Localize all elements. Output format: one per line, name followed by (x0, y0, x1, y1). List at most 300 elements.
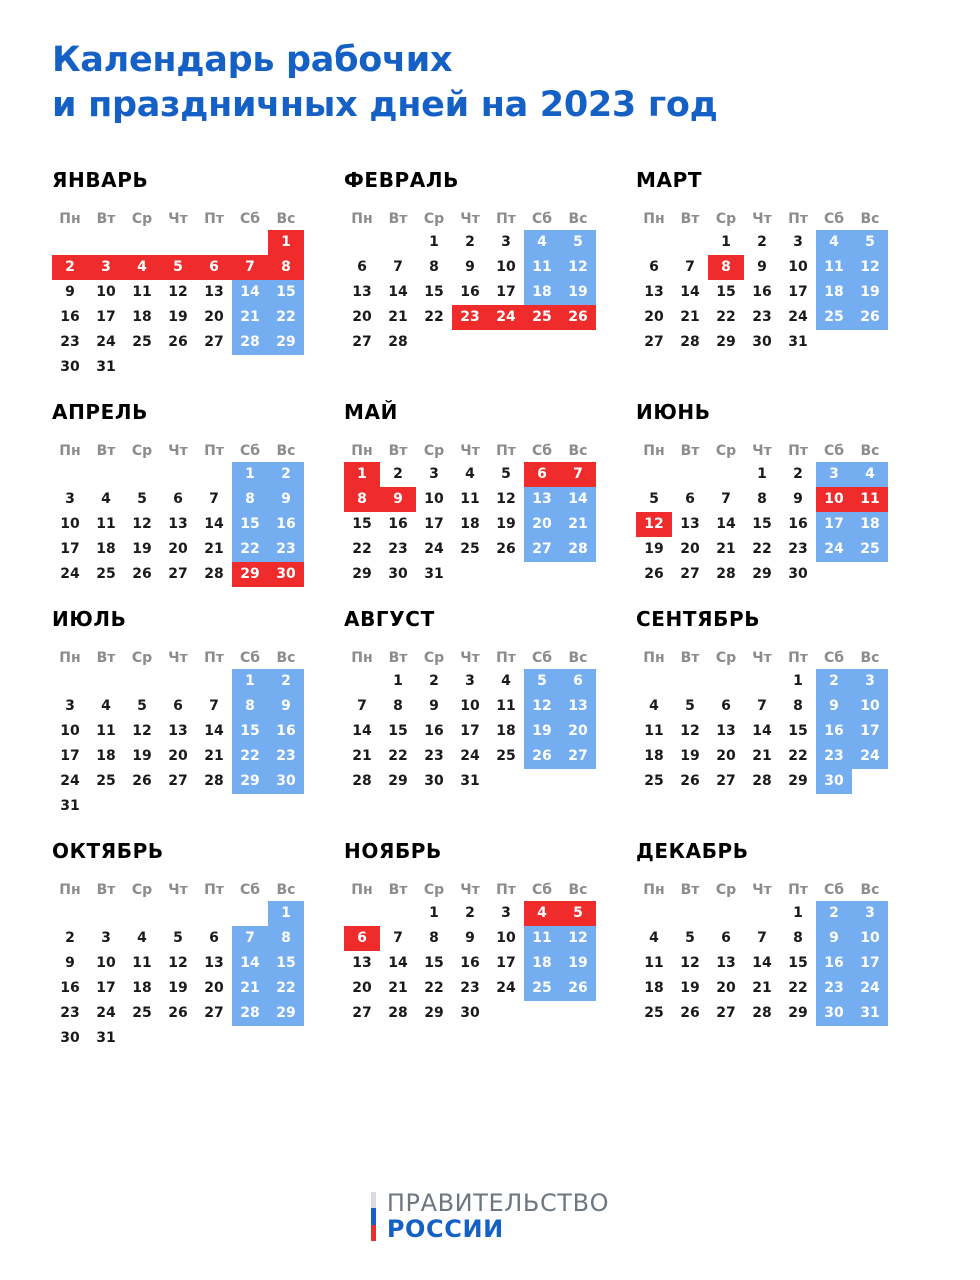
month-name: АВГУСТ (344, 606, 435, 631)
day-cell: 8 (429, 258, 439, 275)
day-cell: 13 (524, 487, 560, 512)
day-cell: 23 (60, 333, 80, 350)
day-cell: 29 (268, 330, 304, 355)
day-cell: 20 (560, 719, 596, 744)
day-cell: 8 (793, 697, 803, 714)
day-cell: 24 (852, 976, 888, 1001)
day-cell: 3 (465, 672, 475, 689)
month-name: ОКТЯБРЬ (52, 838, 164, 863)
weekday-header (52, 440, 344, 462)
month-name: МАРТ (636, 167, 703, 192)
day-placeholder (672, 901, 708, 926)
weekday-label: Вт (96, 442, 116, 459)
days-grid (344, 462, 636, 587)
month-block (344, 825, 636, 1051)
day-cell: 13 (168, 722, 188, 739)
month-block (636, 386, 928, 587)
days-grid (636, 901, 928, 1026)
day-cell: 1 (429, 904, 439, 921)
day-cell: 6 (721, 929, 731, 946)
day-cell: 28 (232, 330, 268, 355)
day-cell: 2 (793, 465, 803, 482)
day-cell: 11 (96, 722, 116, 739)
day-cell: 31 (852, 1001, 888, 1026)
day-cell: 22 (424, 979, 444, 996)
day-cell: 26 (644, 565, 664, 582)
day-cell: 6 (685, 490, 695, 507)
weekday-label: Пт (788, 442, 808, 459)
weekday-label: Чт (460, 649, 480, 666)
day-cell: 11 (496, 697, 516, 714)
day-cell: 16 (816, 951, 852, 976)
day-cell: 20 (680, 540, 700, 557)
day-cell: 1 (721, 233, 731, 250)
day-cell: 3 (501, 233, 511, 250)
day-cell: 9 (793, 490, 803, 507)
day-cell: 30 (60, 358, 80, 375)
day-cell: 29 (352, 565, 372, 582)
day-cell: 31 (96, 1029, 116, 1046)
month-name: ДЕКАБРЬ (636, 838, 749, 863)
day-cell: 17 (788, 283, 808, 300)
weekday-label: Чт (168, 442, 188, 459)
day-cell: 16 (788, 515, 808, 532)
day-cell: 2 (757, 233, 767, 250)
weekday-label: Вт (96, 210, 116, 227)
weekday-label: Сб (239, 210, 261, 227)
day-cell: 18 (96, 747, 116, 764)
day-cell: 18 (852, 512, 888, 537)
day-cell: 17 (60, 747, 80, 764)
day-cell: 19 (560, 280, 596, 305)
day-cell: 4 (101, 697, 111, 714)
day-cell: 2 (393, 465, 403, 482)
day-cell: 15 (268, 280, 304, 305)
day-cell: 9 (380, 487, 416, 512)
day-cell: 21 (716, 540, 736, 557)
months-grid (52, 154, 928, 1051)
day-cell: 2 (268, 462, 304, 487)
month-block (636, 825, 928, 1051)
day-cell: 5 (137, 490, 147, 507)
day-cell: 19 (524, 719, 560, 744)
day-cell: 25 (496, 747, 516, 764)
day-placeholder (160, 901, 196, 926)
month-block (636, 593, 928, 819)
day-cell: 7 (560, 462, 596, 487)
day-cell: 30 (788, 565, 808, 582)
day-placeholder (124, 230, 160, 255)
day-cell: 24 (496, 979, 516, 996)
weekday-label: Чт (752, 442, 772, 459)
day-placeholder (88, 230, 124, 255)
day-placeholder (672, 230, 708, 255)
day-cell: 15 (424, 954, 444, 971)
day-cell: 6 (173, 490, 183, 507)
day-cell: 24 (96, 1004, 116, 1021)
day-cell: 8 (708, 255, 744, 280)
day-cell: 10 (852, 694, 888, 719)
day-cell: 2 (816, 669, 852, 694)
day-cell: 17 (852, 951, 888, 976)
logo-line-2: РОССИИ (386, 1214, 504, 1243)
day-cell: 26 (852, 305, 888, 330)
day-cell: 30 (268, 562, 304, 587)
day-cell: 25 (816, 305, 852, 330)
day-cell: 4 (524, 230, 560, 255)
day-cell: 16 (388, 515, 408, 532)
day-placeholder (636, 669, 672, 694)
day-cell: 18 (524, 280, 560, 305)
weekday-label: Вс (860, 210, 880, 227)
day-cell: 8 (393, 697, 403, 714)
day-placeholder (160, 669, 196, 694)
day-cell: 12 (636, 512, 672, 537)
day-cell: 29 (788, 772, 808, 789)
day-cell: 2 (268, 669, 304, 694)
weekday-label: Ср (715, 442, 737, 459)
day-cell: 5 (685, 929, 695, 946)
day-cell: 18 (132, 308, 152, 325)
weekday-header (344, 647, 636, 669)
day-cell: 7 (232, 255, 268, 280)
day-cell: 26 (168, 1004, 188, 1021)
day-cell: 2 (465, 904, 475, 921)
day-cell: 10 (496, 929, 516, 946)
day-cell: 11 (460, 490, 480, 507)
day-cell: 26 (168, 333, 188, 350)
day-cell: 28 (232, 1001, 268, 1026)
day-placeholder (744, 901, 780, 926)
day-cell: 23 (388, 540, 408, 557)
day-cell: 2 (52, 255, 88, 280)
weekday-label: Вс (568, 881, 588, 898)
day-cell: 1 (232, 669, 268, 694)
weekday-header (636, 879, 928, 901)
weekday-label: Пн (643, 442, 665, 459)
day-cell: 5 (852, 230, 888, 255)
weekday-label: Пт (496, 881, 516, 898)
day-cell: 20 (168, 540, 188, 557)
day-cell: 11 (132, 283, 152, 300)
day-cell: 11 (524, 926, 560, 951)
day-cell: 27 (560, 744, 596, 769)
day-cell: 1 (793, 672, 803, 689)
weekday-header (636, 208, 928, 230)
day-cell: 20 (204, 979, 224, 996)
weekday-label: Вт (388, 881, 408, 898)
day-cell: 26 (132, 565, 152, 582)
day-cell: 22 (788, 747, 808, 764)
day-cell: 21 (388, 308, 408, 325)
day-cell: 10 (96, 283, 116, 300)
weekday-label: Ср (715, 210, 737, 227)
month-block (344, 386, 636, 587)
day-cell: 17 (96, 979, 116, 996)
day-cell: 12 (852, 255, 888, 280)
weekday-label: Сб (239, 649, 261, 666)
day-cell: 24 (424, 540, 444, 557)
day-cell: 29 (788, 1004, 808, 1021)
government-logo (371, 1191, 609, 1242)
day-cell: 1 (429, 233, 439, 250)
day-cell: 23 (268, 744, 304, 769)
day-cell: 17 (424, 515, 444, 532)
day-cell: 6 (357, 258, 367, 275)
day-cell: 28 (680, 333, 700, 350)
day-cell: 14 (752, 954, 772, 971)
day-placeholder (380, 901, 416, 926)
day-cell: 23 (460, 979, 480, 996)
weekday-label: Пн (59, 210, 81, 227)
day-cell: 4 (124, 255, 160, 280)
day-placeholder (52, 669, 88, 694)
weekday-label: Сб (823, 442, 845, 459)
day-cell: 28 (752, 1004, 772, 1021)
day-cell: 3 (501, 904, 511, 921)
day-cell: 31 (788, 333, 808, 350)
day-placeholder (196, 230, 232, 255)
day-cell: 8 (793, 929, 803, 946)
weekday-header (344, 879, 636, 901)
day-cell: 6 (649, 258, 659, 275)
day-cell: 9 (65, 283, 75, 300)
day-cell: 12 (560, 926, 596, 951)
day-cell: 16 (816, 719, 852, 744)
day-cell: 20 (204, 308, 224, 325)
day-cell: 30 (460, 1004, 480, 1021)
weekday-label: Вт (96, 649, 116, 666)
days-grid (636, 462, 928, 587)
weekday-label: Ср (131, 442, 153, 459)
day-cell: 20 (524, 512, 560, 537)
day-placeholder (232, 230, 268, 255)
day-placeholder (636, 462, 672, 487)
day-placeholder (52, 462, 88, 487)
day-cell: 5 (501, 465, 511, 482)
day-cell: 10 (60, 722, 80, 739)
weekday-label: Вт (680, 649, 700, 666)
weekday-label: Сб (531, 442, 553, 459)
day-cell: 16 (460, 283, 480, 300)
day-cell: 27 (352, 333, 372, 350)
day-cell: 17 (460, 722, 480, 739)
weekday-label: Сб (239, 881, 261, 898)
day-cell: 19 (852, 280, 888, 305)
weekday-label: Пн (351, 649, 373, 666)
day-cell: 15 (788, 722, 808, 739)
weekday-label: Сб (531, 881, 553, 898)
weekday-label: Пт (496, 649, 516, 666)
day-cell: 9 (757, 258, 767, 275)
day-cell: 20 (716, 747, 736, 764)
month-name: АПРЕЛЬ (52, 399, 148, 424)
weekday-label: Чт (460, 210, 480, 227)
day-cell: 26 (680, 772, 700, 789)
day-cell: 21 (204, 747, 224, 764)
day-placeholder (708, 669, 744, 694)
day-cell: 31 (460, 772, 480, 789)
day-cell: 4 (501, 672, 511, 689)
day-cell: 15 (352, 515, 372, 532)
day-cell: 8 (268, 255, 304, 280)
day-cell: 6 (524, 462, 560, 487)
day-cell: 29 (232, 769, 268, 794)
day-cell: 20 (644, 308, 664, 325)
day-placeholder (196, 462, 232, 487)
day-cell: 27 (716, 1004, 736, 1021)
month-name: СЕНТЯБРЬ (636, 606, 761, 631)
day-cell: 28 (204, 772, 224, 789)
day-cell: 7 (757, 929, 767, 946)
day-placeholder (88, 669, 124, 694)
day-cell: 19 (168, 308, 188, 325)
weekday-label: Чт (460, 442, 480, 459)
weekday-label: Сб (531, 210, 553, 227)
day-cell: 10 (816, 487, 852, 512)
day-cell: 11 (132, 954, 152, 971)
day-cell: 15 (232, 719, 268, 744)
days-grid (344, 230, 636, 355)
weekday-header (344, 440, 636, 462)
day-cell: 24 (852, 744, 888, 769)
day-cell: 11 (644, 954, 664, 971)
day-placeholder (124, 462, 160, 487)
day-placeholder (744, 669, 780, 694)
day-cell: 21 (352, 747, 372, 764)
day-cell: 17 (496, 283, 516, 300)
day-cell: 30 (816, 1001, 852, 1026)
days-grid (52, 230, 344, 380)
day-cell: 24 (488, 305, 524, 330)
day-cell: 10 (60, 515, 80, 532)
day-cell: 25 (132, 333, 152, 350)
month-block (52, 593, 344, 819)
day-cell: 11 (816, 255, 852, 280)
day-cell: 14 (204, 722, 224, 739)
days-grid (52, 462, 344, 587)
day-cell: 15 (424, 283, 444, 300)
weekday-label: Вт (388, 649, 408, 666)
day-cell: 20 (352, 979, 372, 996)
day-placeholder (196, 901, 232, 926)
day-cell: 3 (88, 255, 124, 280)
weekday-label: Вт (680, 881, 700, 898)
weekday-label: Вс (860, 881, 880, 898)
day-cell: 14 (752, 722, 772, 739)
day-cell: 2 (429, 672, 439, 689)
day-cell: 5 (560, 901, 596, 926)
day-cell: 27 (168, 772, 188, 789)
weekday-label: Пт (496, 442, 516, 459)
day-cell: 21 (204, 540, 224, 557)
weekday-label: Сб (823, 881, 845, 898)
day-cell: 3 (65, 697, 75, 714)
day-cell: 23 (816, 744, 852, 769)
weekday-header (52, 879, 344, 901)
day-cell: 7 (757, 697, 767, 714)
day-cell: 10 (460, 697, 480, 714)
day-cell: 11 (524, 255, 560, 280)
day-cell: 19 (132, 747, 152, 764)
weekday-label: Вс (568, 442, 588, 459)
weekday-label: Пт (204, 210, 224, 227)
weekday-label: Ср (131, 210, 153, 227)
month-block (344, 154, 636, 380)
month-block (52, 386, 344, 587)
day-cell: 9 (465, 258, 475, 275)
day-cell: 17 (60, 540, 80, 557)
weekday-label: Чт (460, 881, 480, 898)
day-cell: 13 (644, 283, 664, 300)
day-cell: 21 (232, 305, 268, 330)
day-cell: 17 (852, 719, 888, 744)
day-cell: 12 (132, 515, 152, 532)
day-cell: 9 (268, 694, 304, 719)
day-cell: 1 (232, 462, 268, 487)
day-placeholder (124, 669, 160, 694)
weekday-label: Пт (204, 649, 224, 666)
day-cell: 12 (524, 694, 560, 719)
day-cell: 28 (204, 565, 224, 582)
day-cell: 7 (685, 258, 695, 275)
day-cell: 25 (96, 772, 116, 789)
day-cell: 31 (424, 565, 444, 582)
weekday-label: Вс (276, 649, 296, 666)
weekday-label: Сб (531, 649, 553, 666)
day-cell: 2 (65, 929, 75, 946)
day-cell: 23 (268, 537, 304, 562)
day-cell: 13 (204, 954, 224, 971)
day-cell: 27 (644, 333, 664, 350)
day-cell: 15 (268, 951, 304, 976)
day-cell: 1 (268, 901, 304, 926)
day-cell: 25 (460, 540, 480, 557)
day-cell: 13 (560, 694, 596, 719)
weekday-header (344, 208, 636, 230)
day-cell: 27 (524, 537, 560, 562)
day-cell: 2 (465, 233, 475, 250)
footer (0, 1191, 980, 1242)
day-cell: 14 (352, 722, 372, 739)
day-cell: 18 (644, 979, 664, 996)
day-cell: 8 (232, 487, 268, 512)
weekday-header (52, 208, 344, 230)
day-cell: 28 (716, 565, 736, 582)
day-placeholder (160, 230, 196, 255)
day-cell: 1 (268, 230, 304, 255)
day-cell: 3 (793, 233, 803, 250)
day-cell: 7 (232, 926, 268, 951)
weekday-label: Пт (788, 649, 808, 666)
day-placeholder (124, 901, 160, 926)
weekday-label: Пн (351, 210, 373, 227)
day-cell: 21 (752, 747, 772, 764)
day-cell: 3 (852, 669, 888, 694)
day-cell: 26 (560, 305, 596, 330)
day-cell: 15 (232, 512, 268, 537)
day-cell: 20 (168, 747, 188, 764)
weekday-label: Вт (388, 210, 408, 227)
day-cell: 27 (716, 772, 736, 789)
day-cell: 23 (60, 1004, 80, 1021)
day-cell: 4 (816, 230, 852, 255)
day-cell: 3 (65, 490, 75, 507)
weekday-label: Вс (276, 442, 296, 459)
day-cell: 16 (60, 308, 80, 325)
day-cell: 29 (268, 1001, 304, 1026)
day-cell: 16 (752, 283, 772, 300)
